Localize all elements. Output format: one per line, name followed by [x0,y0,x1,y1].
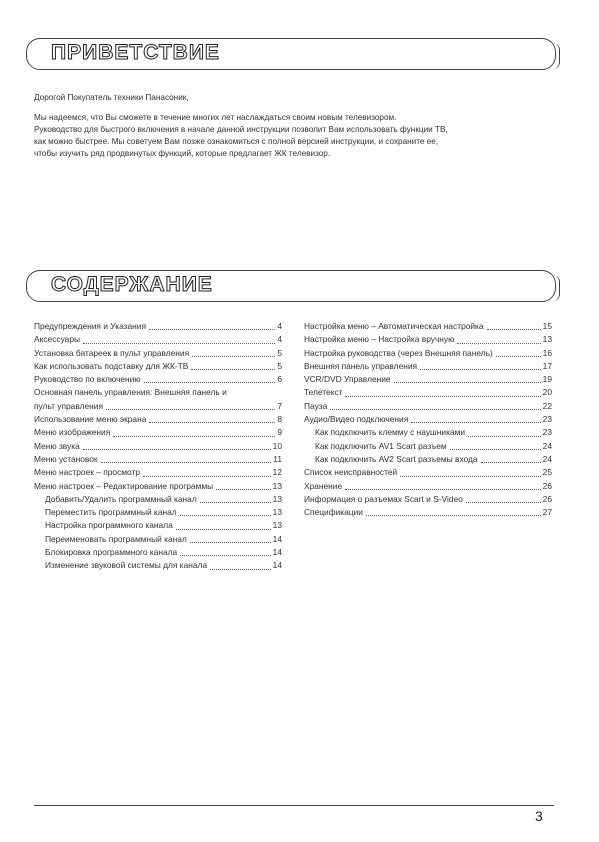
toc-page-number: 13 [272,520,282,531]
toc-entry-title: Настройка руководства (через Внешняя панель) [304,347,493,358]
dot-leader [101,462,272,463]
toc-entry[interactable] [304,506,552,519]
toc-entry[interactable] [34,480,282,493]
toc-entry-title: Меню установок [34,453,98,464]
toc-entry[interactable] [304,493,552,506]
toc-entry[interactable] [34,559,282,572]
toc-entry-title: Хранение [304,480,343,491]
toc-entry[interactable] [304,453,552,466]
toc-entry-title: Руководство по включению [34,374,141,385]
toc-page-number: 26 [542,480,552,491]
dot-leader [400,476,540,477]
toc-page-number: 13 [272,493,282,504]
dot-leader [106,409,275,410]
toc-entry[interactable] [304,347,552,360]
toc-entry-title: Изменение звуковой системы для канала [45,560,208,571]
toc-entry[interactable] [34,333,282,346]
toc-entry-title: Основная панель управления: Внешняя панель и [34,387,227,398]
greeting-text: Дорогой Покупатель техники Панасоник, [34,93,189,102]
toc-entry-title: Настройка меню – Настройка вручную [304,334,455,345]
toc-page-number: 12 [272,467,282,478]
toc-entry-title: Как подключить AV1 Scart разъем [315,440,447,451]
toc-entry-title: Переименовать программный канал [45,533,187,544]
toc-entry-title: Пауза [304,400,328,411]
dot-leader [420,369,541,370]
toc-page-number: 4 [277,334,282,345]
toc-entry-title: Аудио/Видео подключения [304,414,409,425]
toc-entry-title: Список неисправностей [304,467,398,478]
header-frame-edge [553,275,560,301]
toc-page-number: 13 [272,507,282,518]
dot-leader [466,502,541,503]
toc-entry-title: Меню настроек – Редактирование программы [34,480,214,491]
toc-page-number: 14 [272,547,282,558]
toc-page-number: 7 [277,400,282,411]
dot-leader [216,489,271,490]
toc-page-number: 24 [542,440,552,451]
toc-page-number: 8 [277,414,282,425]
toc-left-column [34,320,282,573]
dot-leader [144,382,276,383]
welcome-title: ПРИВЕТСТВИЕ [51,41,220,64]
dot-leader [366,515,541,516]
dot-leader [190,542,271,543]
toc-page-number: 19 [542,374,552,385]
header-frame-edge [553,43,560,69]
toc-page-number: 24 [542,453,552,464]
toc-page-number: 13 [542,334,552,345]
toc-page-number: 6 [277,374,282,385]
toc-entry-title: Информация о разъемах Scart и S-Video [304,493,463,504]
toc-entry-title: Предупреждения и Указания [34,321,146,331]
toc-entry-title: Установка батарeек в пульт управления [34,347,190,358]
dot-leader [450,449,541,450]
toc-entry[interactable] [304,413,552,426]
dot-leader [143,476,271,477]
toc-entry-title: Меню звука [34,440,80,451]
toc-page-number: 9 [277,427,282,438]
contents-title: СОДЕРЖАНИЕ [51,273,213,296]
dot-leader [330,409,540,410]
toc-page-number: 25 [542,467,552,478]
toc-page-number: 27 [542,507,552,518]
footer-rule [34,805,554,806]
dot-leader [496,356,541,357]
toc-entry-title: Блокировка программного канала [45,547,178,558]
toc-page-number: 22 [542,400,552,411]
toc-entry[interactable] [34,386,282,413]
toc-entry-title: Переместить программный канал [45,507,177,518]
dot-leader [411,422,540,423]
toc-entry-title: Внешняя панель управления [304,360,418,371]
toc-entry[interactable] [304,480,552,493]
toc-entry[interactable] [34,347,282,360]
dot-leader [481,462,541,463]
toc-page-number: 13 [272,480,282,491]
toc-entry[interactable] [34,360,282,373]
toc-page-number: 14 [272,533,282,544]
toc-page-number: 20 [542,387,552,398]
toc-page-number: 17 [542,360,552,371]
toc-entry-title: Как подключить AV2 Scart разъемы входа [315,453,478,464]
toc-entry[interactable] [304,320,552,333]
toc-entry-title: Меню изображения [34,427,111,438]
toc-entry[interactable] [34,506,282,519]
toc-entry[interactable] [304,333,552,346]
dot-leader [83,449,271,450]
dot-leader [191,369,275,370]
toc-entry[interactable] [34,413,282,426]
welcome-paragraph [34,112,554,160]
dot-leader [83,343,275,344]
toc-entry[interactable] [304,426,552,439]
toc-entry[interactable] [304,440,552,453]
welcome-header-frame [26,38,556,70]
toc-entry-title: Как подключить клемму с наушниками [315,427,466,438]
toc-entry[interactable] [304,386,552,399]
dot-leader [180,555,270,556]
toc-right-column [304,320,552,519]
toc-entry-title: Настройка меню – Автоматическая настройка [304,321,484,331]
toc-page-number: 16 [542,347,552,358]
toc-page-number: 5 [277,347,282,358]
toc-entry-title: Настройка программного канала [45,520,173,531]
toc-entry-title: Использование меню экрана [34,414,147,425]
toc-entry-title: Как использовать подставку для ЖК-ТВ [34,360,189,371]
toc-entry-title: VCR/DVD Управление [304,374,391,385]
toc-entry[interactable] [304,373,552,386]
toc-page-number: 23 [542,427,552,438]
paragraph-line: Руководство для быстрого включения в начале данной инструкции позволит Вам использовать функции ТВ, [34,125,448,134]
toc-entry-title: Меню настроек – просмотр [34,467,140,478]
dot-leader [210,569,271,570]
dot-leader [457,343,540,344]
contents-header-frame [26,270,556,302]
dot-leader [468,436,541,437]
toc-page-number: 23 [542,414,552,425]
toc-page-number: 15 [542,321,552,331]
dot-leader [149,422,275,423]
toc-entry-title: Добавить/Удалить программный канал [45,493,197,504]
dot-leader [345,489,541,490]
dot-leader [487,329,541,330]
toc-entry[interactable] [34,466,282,479]
toc-page-number: 11 [273,453,282,464]
toc-entry[interactable] [304,360,552,373]
dot-leader [180,515,271,516]
toc-entry[interactable] [34,519,282,532]
paragraph-line: как можно быстрее. Мы советуем Вам позже ознакомиться с полной версией инструкции, и сохраните ее, [34,137,439,146]
dot-leader [345,396,540,397]
toc-entry[interactable] [34,546,282,559]
toc-entry[interactable] [34,440,282,453]
toc-entry[interactable] [34,453,282,466]
toc-page-number: 4 [277,321,282,331]
toc-entry-title-cont: пульт управления [34,400,103,411]
toc-entry[interactable] [34,493,282,506]
toc-entry[interactable] [34,320,282,333]
page-number: 3 [535,808,543,824]
dot-leader [200,502,271,503]
toc-entry[interactable] [34,373,282,386]
dot-leader [176,529,271,530]
toc-page-number: 10 [272,440,282,451]
paragraph-line: Мы надеемся, что Вы сможете в течение многих лет наслаждаться своим новым телевизором. [34,113,397,122]
toc-page-number: 14 [272,560,282,571]
toc-entry[interactable] [304,466,552,479]
paragraph-line: чтобы изучить ряд продвинутых функций, которые предлагает ЖК телевизор. [34,149,331,158]
dot-leader [149,329,275,330]
toc-entry[interactable] [34,533,282,546]
toc-entry-title: Телетекст [304,387,343,398]
dot-leader [394,382,541,383]
toc-entry-title: Спецификации [304,507,363,518]
toc-entry[interactable] [304,400,552,413]
toc-page-number: 26 [542,493,552,504]
toc-entry[interactable] [34,426,282,439]
dot-leader [192,356,275,357]
toc-entry-title: Аксессуары [34,334,80,345]
toc-page-number: 5 [277,360,282,371]
dot-leader [113,436,275,437]
